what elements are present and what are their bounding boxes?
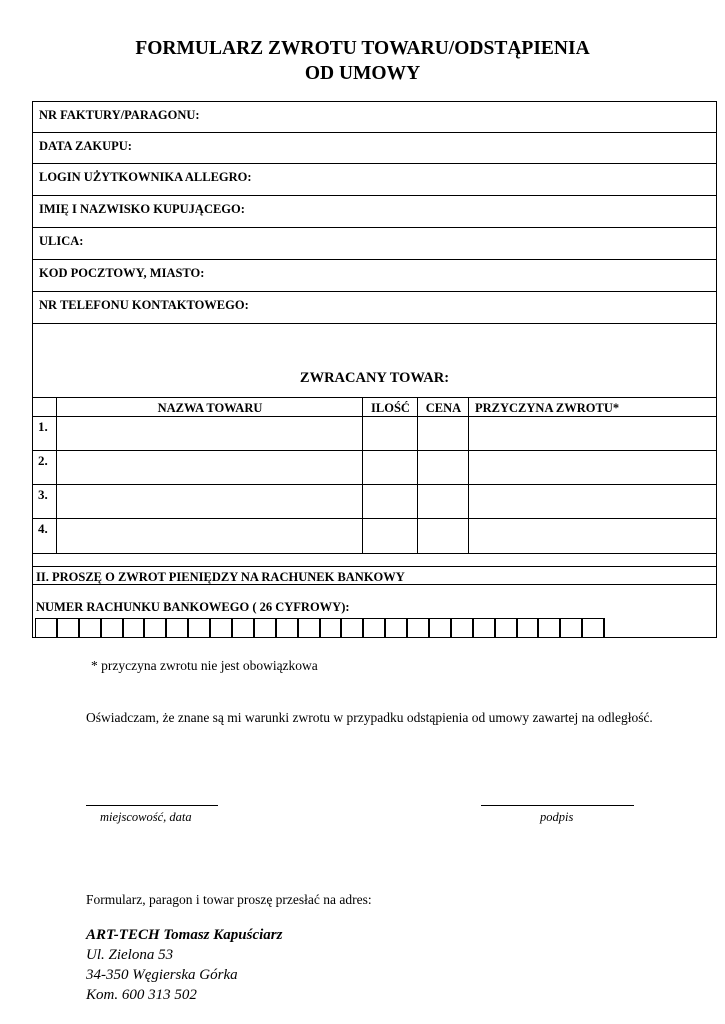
divider <box>33 484 716 485</box>
account-digit-box <box>277 619 299 637</box>
account-digit-box <box>145 619 167 637</box>
col-header-quantity: ILOŚĆ <box>371 401 410 415</box>
account-digit-box <box>189 619 211 637</box>
footnote: * przyczyna zwrotu nie jest obowiązkowa <box>91 658 318 673</box>
account-digit-box <box>80 619 102 637</box>
place-date-caption: miejscowość, data <box>100 810 192 824</box>
purchase-date-label: DATA ZAKUPU: <box>39 139 132 153</box>
divider <box>33 323 716 324</box>
divider <box>33 450 716 451</box>
divider <box>33 397 716 398</box>
column-divider <box>362 397 363 553</box>
buyer-name-label: IMIĘ I NAZWISKO KUPUJĄCEGO: <box>39 202 245 216</box>
address-street: Ul. Zielona 53 <box>86 947 174 963</box>
bank-section-title: II. PROSZĘ O ZWROT PIENIĘDZY NA RACHUNEK BANKOWY <box>36 570 405 584</box>
account-digit-box <box>36 619 58 637</box>
divider <box>33 566 716 567</box>
invoice-number-label: NR FAKTURY/PARAGONU: <box>39 108 200 122</box>
column-divider <box>468 397 469 553</box>
divider <box>33 163 716 164</box>
divider <box>33 132 716 133</box>
phone-label: NR TELEFONU KONTAKTOWEGO: <box>39 298 249 312</box>
account-number-boxes <box>35 618 605 638</box>
returned-goods-title: ZWRACANY TOWAR: <box>299 370 450 386</box>
divider <box>33 518 716 519</box>
account-digit-box <box>299 619 321 637</box>
account-digit-box <box>58 619 80 637</box>
account-number-label: NUMER RACHUNKU BANKOWEGO ( 26 CYFROWY): <box>36 600 350 614</box>
account-digit-box <box>364 619 386 637</box>
account-digit-box <box>233 619 255 637</box>
account-digit-box <box>167 619 189 637</box>
allegro-login-label: LOGIN UŻYTKOWNIKA ALLEGRO: <box>39 170 252 184</box>
postcode-city-label: KOD POCZTOWY, MIASTO: <box>39 266 205 280</box>
company-name: ART-TECH Tomasz Kapuściarz <box>86 927 283 943</box>
address-city: 34-350 Węgierska Górka <box>86 967 238 983</box>
account-digit-box <box>321 619 343 637</box>
divider <box>33 259 716 260</box>
account-digit-box <box>518 619 540 637</box>
divider <box>33 195 716 196</box>
account-digit-box <box>539 619 561 637</box>
send-instruction: Formularz, paragon i towar proszę przesłać na adres: <box>86 892 372 907</box>
street-label: ULICA: <box>39 234 84 248</box>
account-digit-box <box>386 619 408 637</box>
row-number-4: 4. <box>38 521 48 536</box>
account-digit-box <box>430 619 452 637</box>
divider <box>33 553 716 554</box>
form-title-line-1: FORMULARZ ZWROTU TOWARU/ODSTĄPIENIA <box>135 38 590 59</box>
divider <box>33 291 716 292</box>
divider <box>33 584 716 585</box>
divider <box>33 227 716 228</box>
account-digit-box <box>211 619 233 637</box>
column-divider <box>417 397 418 553</box>
account-digit-box <box>474 619 496 637</box>
account-digit-box <box>496 619 518 637</box>
account-digit-box <box>408 619 430 637</box>
account-digit-box <box>124 619 146 637</box>
account-digit-box <box>255 619 277 637</box>
return-form-table <box>32 101 717 638</box>
account-digit-box <box>561 619 583 637</box>
signature-line <box>481 805 634 806</box>
row-number-1: 1. <box>38 419 48 434</box>
account-digit-box <box>583 619 605 637</box>
row-number-3: 3. <box>38 487 48 502</box>
place-date-line <box>86 805 218 806</box>
row-number-2: 2. <box>38 453 48 468</box>
col-header-item-name: NAZWA TOWARU <box>157 401 263 415</box>
column-divider <box>56 397 57 553</box>
divider <box>33 416 716 417</box>
return-address <box>86 925 282 1005</box>
form-title-line-2: OD UMOWY <box>304 63 421 84</box>
account-digit-box <box>342 619 364 637</box>
account-digit-box <box>452 619 474 637</box>
form-title <box>0 36 725 86</box>
col-header-price: CENA <box>425 401 462 415</box>
col-header-return-reason: PRZYCZYNA ZWROTU* <box>475 401 620 415</box>
declaration-text: Oświadczam, że znane są mi warunki zwrotu w przypadku odstąpienia od umowy zawartej na odległość. <box>86 710 653 725</box>
address-phone: Kom. 600 313 502 <box>86 987 197 1003</box>
account-digit-box <box>102 619 124 637</box>
signature-caption: podpis <box>540 810 574 824</box>
